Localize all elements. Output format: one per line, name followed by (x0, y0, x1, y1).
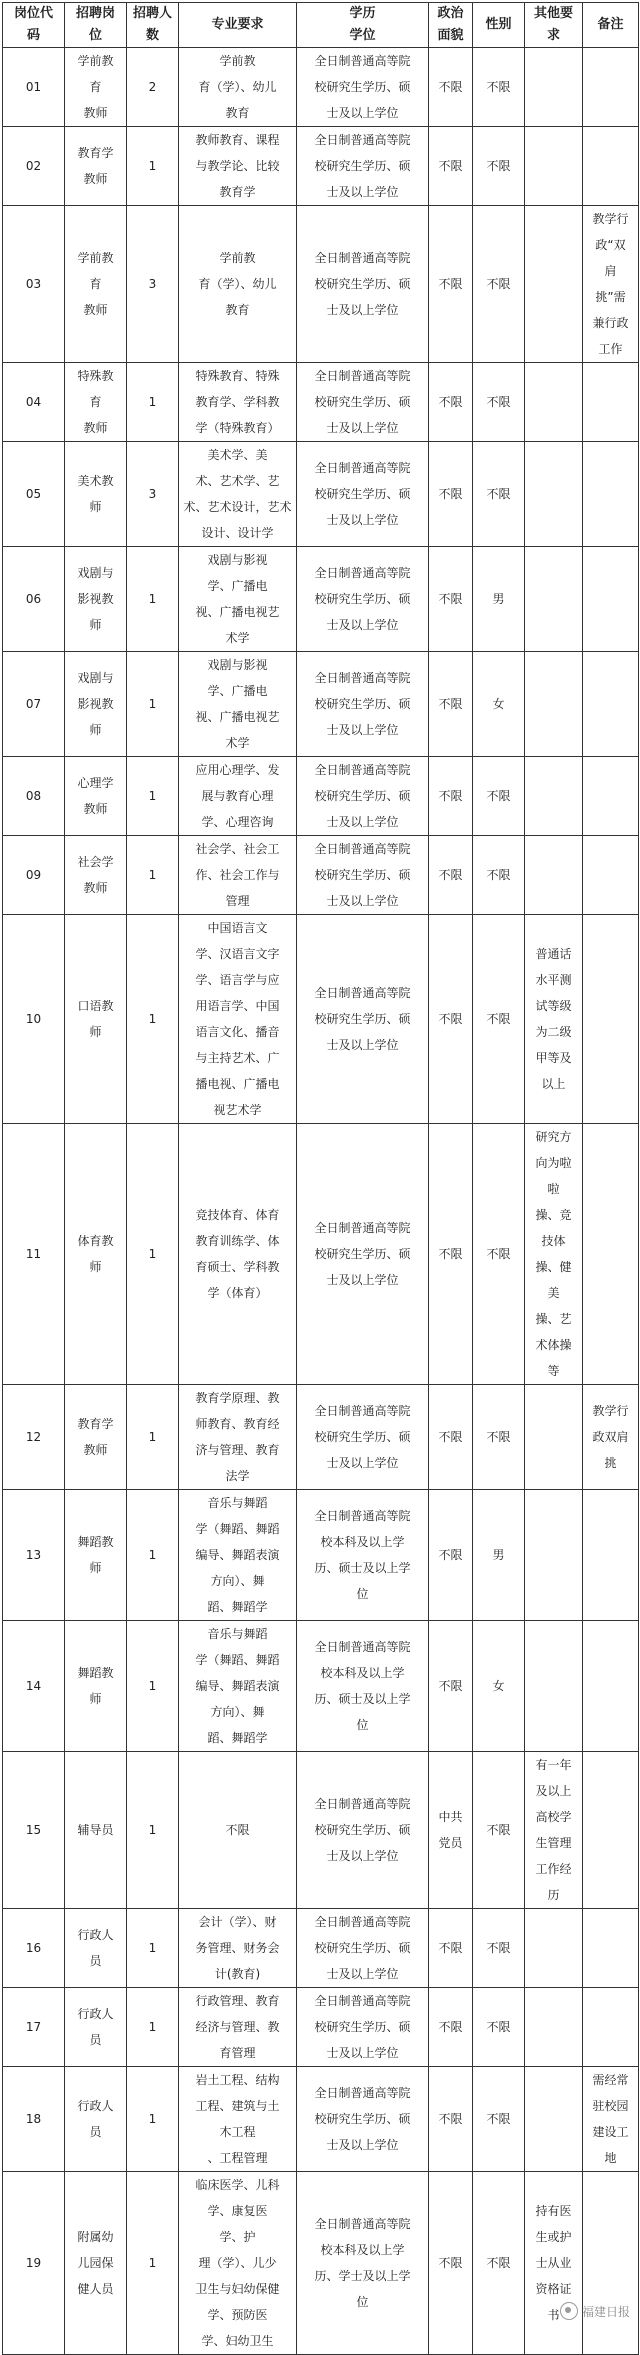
cell-edu: 全日制普通高等院 校研究生学历、硕 士及以上学位 (297, 1752, 429, 1909)
cell-note (583, 757, 639, 836)
cell-code: 19 (3, 2172, 65, 2355)
cell-gender: 不限 (473, 2067, 525, 2172)
cell-code: 04 (3, 363, 65, 442)
cell-major: 岩土工程、结构 工程、建筑与土 木工程 、工程管理 (179, 2067, 297, 2172)
cell-major: 临床医学、儿科 学、康复医 学、护 理（学）、儿少 卫生与妇幼保健 学、预防医 学、妇幼卫生 (179, 2172, 297, 2355)
table-row (3, 1988, 639, 2067)
table-row (3, 1490, 639, 1621)
cell-politics: 不限 (429, 547, 473, 652)
cell-note (583, 2172, 639, 2355)
cell-politics: 不限 (429, 1909, 473, 1988)
table-row (3, 2172, 639, 2355)
cell-note: 教学行 政双肩 挑 (583, 1385, 639, 1490)
table-row (3, 1752, 639, 1909)
header-num: 招聘人 数 (127, 3, 179, 48)
table-header-row (3, 3, 639, 48)
cell-post: 行政人 员 (65, 1909, 127, 1988)
cell-post: 辅导员 (65, 1752, 127, 1909)
cell-politics: 不限 (429, 1621, 473, 1752)
cell-code: 17 (3, 1988, 65, 2067)
cell-note (583, 547, 639, 652)
cell-code: 09 (3, 836, 65, 915)
cell-note (583, 915, 639, 1124)
table-row (3, 757, 639, 836)
cell-politics: 不限 (429, 2172, 473, 2355)
table-row (3, 127, 639, 206)
cell-code: 15 (3, 1752, 65, 1909)
cell-other (525, 547, 583, 652)
cell-edu: 全日制普通高等院 校研究生学历、硕 士及以上学位 (297, 363, 429, 442)
cell-major: 教育学原理、教 师教育、教育经 济与管理、教育 法学 (179, 1385, 297, 1490)
cell-major: 音乐与舞蹈 学（舞蹈、舞蹈 编导、舞蹈表演 方向）、舞 蹈、舞蹈学 (179, 1490, 297, 1621)
cell-politics: 不限 (429, 48, 473, 127)
cell-edu: 全日制普通高等院 校研究生学历、硕 士及以上学位 (297, 836, 429, 915)
cell-major: 不限 (179, 1752, 297, 1909)
cell-politics: 不限 (429, 915, 473, 1124)
cell-note (583, 1909, 639, 1988)
cell-gender: 不限 (473, 363, 525, 442)
header-edu: 学历 学位 (297, 3, 429, 48)
cell-politics: 不限 (429, 127, 473, 206)
cell-post: 教育学 教师 (65, 1385, 127, 1490)
cell-major: 中国语言文 学、汉语言文字 学、语言学与应 用语言学、中国 语言文化、播音 与主持艺术、广 播电视、广播电 视艺术学 (179, 915, 297, 1124)
cell-major: 美术学、美 术、艺术学、艺 术、艺术设计，艺术 设计、设计学 (179, 442, 297, 547)
cell-note (583, 442, 639, 547)
table-row (3, 1124, 639, 1385)
cell-post: 体育教 师 (65, 1124, 127, 1385)
cell-post: 戏剧与 影视教 师 (65, 547, 127, 652)
cell-other (525, 48, 583, 127)
cell-note (583, 48, 639, 127)
cell-politics: 不限 (429, 1124, 473, 1385)
cell-gender: 不限 (473, 127, 525, 206)
cell-note (583, 1124, 639, 1385)
cell-major: 学前教 育（学）、幼儿 教育 (179, 206, 297, 363)
cell-gender: 不限 (473, 1988, 525, 2067)
cell-note (583, 1988, 639, 2067)
table-row (3, 48, 639, 127)
cell-gender: 不限 (473, 1124, 525, 1385)
cell-edu: 全日制普通高等院 校研究生学历、硕 士及以上学位 (297, 547, 429, 652)
cell-num: 1 (127, 1752, 179, 1909)
cell-edu: 全日制普通高等院 校研究生学历、硕 士及以上学位 (297, 915, 429, 1124)
cell-post: 舞蹈教 师 (65, 1490, 127, 1621)
cell-other (525, 363, 583, 442)
table-row (3, 1621, 639, 1752)
cell-code: 10 (3, 915, 65, 1124)
table-row (3, 1909, 639, 1988)
cell-gender: 不限 (473, 1909, 525, 1988)
cell-note (583, 363, 639, 442)
cell-politics: 不限 (429, 836, 473, 915)
cell-politics: 不限 (429, 1988, 473, 2067)
cell-politics: 不限 (429, 442, 473, 547)
cell-edu: 全日制普通高等院 校研究生学历、硕 士及以上学位 (297, 1385, 429, 1490)
cell-note (583, 836, 639, 915)
cell-edu: 全日制普通高等院 校研究生学历、硕 士及以上学位 (297, 757, 429, 836)
cell-gender: 不限 (473, 1752, 525, 1909)
cell-other (525, 1909, 583, 1988)
cell-major: 应用心理学、发 展与教育心理 学、心理咨询 (179, 757, 297, 836)
cell-num: 1 (127, 363, 179, 442)
cell-politics: 中共 党员 (429, 1752, 473, 1909)
table-row (3, 836, 639, 915)
cell-num: 1 (127, 757, 179, 836)
cell-edu: 全日制普通高等院 校研究生学历、硕 士及以上学位 (297, 442, 429, 547)
cell-post: 口语教 师 (65, 915, 127, 1124)
cell-edu: 全日制普通高等院 校研究生学历、硕 士及以上学位 (297, 127, 429, 206)
cell-post: 附属幼 儿园保 健人员 (65, 2172, 127, 2355)
header-post: 招聘岗 位 (65, 3, 127, 48)
table-row (3, 2067, 639, 2172)
cell-major: 学前教 育（学）、幼儿 教育 (179, 48, 297, 127)
cell-edu: 全日制普通高等院 校研究生学历、硕 士及以上学位 (297, 2067, 429, 2172)
cell-post: 学前教 育 教师 (65, 206, 127, 363)
cell-note: 教学行 政“双 肩 挑”需 兼行政 工作 (583, 206, 639, 363)
cell-code: 08 (3, 757, 65, 836)
cell-major: 教师教育、课程 与教学论、比较 教育学 (179, 127, 297, 206)
cell-politics: 不限 (429, 757, 473, 836)
cell-major: 戏剧与影视 学、广播电 视、广播电视艺 术学 (179, 547, 297, 652)
header-other: 其他要 求 (525, 3, 583, 48)
table-row (3, 363, 639, 442)
cell-code: 03 (3, 206, 65, 363)
cell-note (583, 1490, 639, 1621)
cell-edu: 全日制普通高等院 校研究生学历、硕 士及以上学位 (297, 48, 429, 127)
cell-politics: 不限 (429, 652, 473, 757)
table-row (3, 547, 639, 652)
cell-major: 特殊教育、特殊 教育学、学科教 学（特殊教育） (179, 363, 297, 442)
cell-num: 1 (127, 2172, 179, 2355)
cell-gender: 男 (473, 547, 525, 652)
cell-major: 社会学、社会工 作、社会工作与 管理 (179, 836, 297, 915)
cell-edu: 全日制普通高等院 校研究生学历、硕 士及以上学位 (297, 1988, 429, 2067)
cell-num: 1 (127, 1490, 179, 1621)
wechat-logo-icon (560, 2302, 578, 2320)
header-major: 专业要求 (179, 3, 297, 48)
cell-other: 有一年 及以上 高校学 生管理 工作经 历 (525, 1752, 583, 1909)
cell-other (525, 206, 583, 363)
cell-major: 音乐与舞蹈 学（舞蹈、舞蹈 编导、舞蹈表演 方向）、舞 蹈、舞蹈学 (179, 1621, 297, 1752)
cell-code: 02 (3, 127, 65, 206)
cell-note (583, 652, 639, 757)
cell-other: 普通话 水平测 试等级 为二级 甲等及 以上 (525, 915, 583, 1124)
cell-other (525, 1385, 583, 1490)
cell-post: 美术教 师 (65, 442, 127, 547)
header-note: 备注 (583, 3, 639, 48)
cell-note (583, 1621, 639, 1752)
cell-num: 1 (127, 1124, 179, 1385)
cell-other (525, 127, 583, 206)
cell-num: 1 (127, 836, 179, 915)
cell-politics: 不限 (429, 1385, 473, 1490)
cell-code: 18 (3, 2067, 65, 2172)
cell-post: 行政人 员 (65, 1988, 127, 2067)
cell-num: 3 (127, 206, 179, 363)
header-code: 岗位代 码 (3, 3, 65, 48)
cell-major: 竞技体育、体育 教育训练学、体 育硕士、学科教 学（体育） (179, 1124, 297, 1385)
cell-edu: 全日制普通高等院 校研究生学历、硕 士及以上学位 (297, 206, 429, 363)
cell-edu: 全日制普通高等院 校本科及以上学 历、学士及以上学 位 (297, 2172, 429, 2355)
cell-num: 1 (127, 1621, 179, 1752)
cell-code: 14 (3, 1621, 65, 1752)
cell-other: 研究方 向为啦 啦 操、竞 技体 操、健 美 操、艺 术体操 等 (525, 1124, 583, 1385)
table-row (3, 442, 639, 547)
cell-gender: 女 (473, 652, 525, 757)
cell-num: 2 (127, 48, 179, 127)
header-gender: 性别 (473, 3, 525, 48)
cell-other (525, 1490, 583, 1621)
cell-politics: 不限 (429, 206, 473, 363)
cell-gender: 男 (473, 1490, 525, 1621)
cell-major: 戏剧与影视 学、广播电 视、广播电视艺 术学 (179, 652, 297, 757)
table-row (3, 206, 639, 363)
cell-num: 1 (127, 652, 179, 757)
cell-gender: 不限 (473, 836, 525, 915)
cell-post: 特殊教 育 教师 (65, 363, 127, 442)
cell-note: 需经常 驻校园 建设工 地 (583, 2067, 639, 2172)
cell-post: 戏剧与 影视教 师 (65, 652, 127, 757)
cell-politics: 不限 (429, 1490, 473, 1621)
cell-other (525, 1621, 583, 1752)
cell-edu: 全日制普通高等院 校研究生学历、硕 士及以上学位 (297, 652, 429, 757)
cell-gender: 不限 (473, 2172, 525, 2355)
cell-num: 1 (127, 127, 179, 206)
cell-gender: 不限 (473, 1385, 525, 1490)
cell-note (583, 1752, 639, 1909)
cell-num: 1 (127, 915, 179, 1124)
cell-edu: 全日制普通高等院 校研究生学历、硕 士及以上学位 (297, 1909, 429, 1988)
cell-gender: 女 (473, 1621, 525, 1752)
cell-code: 06 (3, 547, 65, 652)
cell-post: 舞蹈教 师 (65, 1621, 127, 1752)
cell-other (525, 757, 583, 836)
table-row (3, 1385, 639, 1490)
cell-gender: 不限 (473, 915, 525, 1124)
cell-other (525, 2067, 583, 2172)
cell-post: 社会学 教师 (65, 836, 127, 915)
cell-num: 1 (127, 1988, 179, 2067)
cell-code: 11 (3, 1124, 65, 1385)
cell-other (525, 836, 583, 915)
cell-code: 01 (3, 48, 65, 127)
cell-gender: 不限 (473, 442, 525, 547)
cell-note (583, 127, 639, 206)
cell-num: 1 (127, 2067, 179, 2172)
cell-gender: 不限 (473, 48, 525, 127)
cell-code: 12 (3, 1385, 65, 1490)
cell-edu: 全日制普通高等院 校本科及以上学 历、硕士及以上学 位 (297, 1490, 429, 1621)
cell-edu: 全日制普通高等院 校本科及以上学 历、硕士及以上学 位 (297, 1621, 429, 1752)
watermark (560, 2302, 630, 2320)
table-row (3, 915, 639, 1124)
cell-code: 05 (3, 442, 65, 547)
cell-other (525, 1988, 583, 2067)
cell-gender: 不限 (473, 206, 525, 363)
watermark-text: 福建日报 (581, 2304, 630, 2319)
cell-post: 心理学 教师 (65, 757, 127, 836)
cell-politics: 不限 (429, 363, 473, 442)
cell-other (525, 442, 583, 547)
recruitment-table (2, 2, 639, 2355)
header-politics: 政治 面貌 (429, 3, 473, 48)
cell-num: 1 (127, 1909, 179, 1988)
table-row (3, 652, 639, 757)
cell-politics: 不限 (429, 2067, 473, 2172)
cell-major: 行政管理、教育 经济与管理、教 育管理 (179, 1988, 297, 2067)
cell-code: 13 (3, 1490, 65, 1621)
cell-edu: 全日制普通高等院 校研究生学历、硕 士及以上学位 (297, 1124, 429, 1385)
cell-other: 持有医 生或护 士从业 资格证 书 (525, 2172, 583, 2355)
cell-major: 会计（学）、财 务管理、财务会 计(教育) (179, 1909, 297, 1988)
cell-num: 3 (127, 442, 179, 547)
cell-post: 行政人 员 (65, 2067, 127, 2172)
cell-post: 教育学 教师 (65, 127, 127, 206)
cell-gender: 不限 (473, 757, 525, 836)
cell-code: 16 (3, 1909, 65, 1988)
cell-num: 1 (127, 547, 179, 652)
cell-num: 1 (127, 1385, 179, 1490)
cell-post: 学前教 育 教师 (65, 48, 127, 127)
cell-code: 07 (3, 652, 65, 757)
cell-other (525, 652, 583, 757)
